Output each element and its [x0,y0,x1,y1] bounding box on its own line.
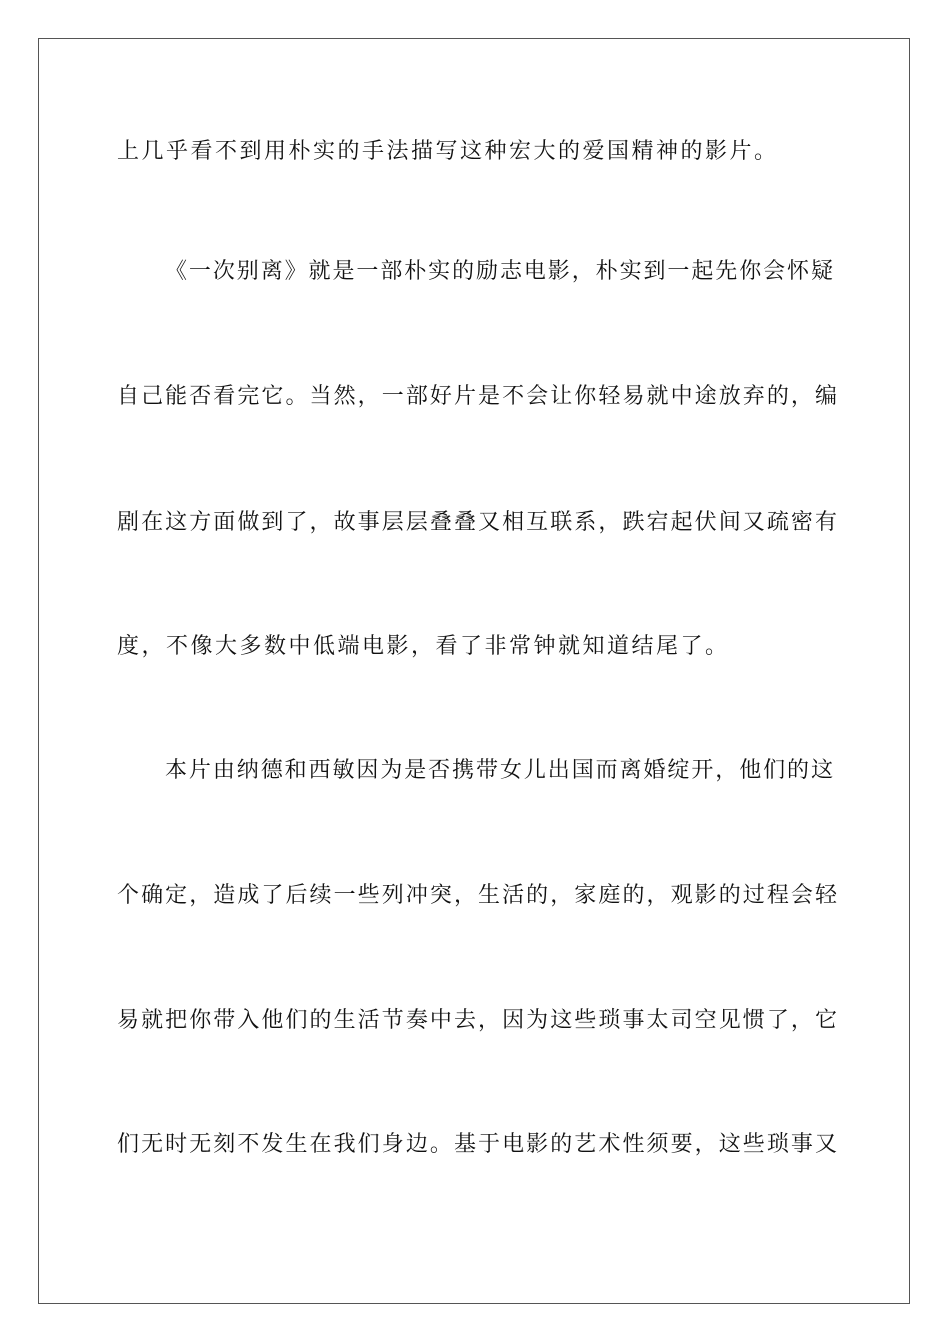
page-border [38,38,910,1304]
text-line-9: 们无时无刻不发生在我们身边。基于电影的艺术性须要，这些琐事又 [117,1132,837,1157]
text-line-1: 上几乎看不到用朴实的手法描写这种宏大的爱国精神的影片。 [117,139,779,164]
text-line-5: 度，不像大多数中低端电影，看了非常钟就知道结尾了。 [117,634,730,659]
text-line-7: 个确定，造成了后续一些列冲突，生活的，家庭的，观影的过程会轻 [117,883,837,908]
text-line-2: 《一次别离》就是一部朴实的励志电影，朴实到一起先你会怀疑 [165,259,833,284]
text-line-3: 自己能否看完它。当然，一部好片是不会让你轻易就中途放弃的，编 [117,384,837,409]
text-line-8: 易就把你带入他们的生活节奏中去，因为这些琐事太司空见惯了，它 [117,1008,837,1033]
text-line-4: 剧在这方面做到了，故事层层叠叠又相互联系，跌宕起伏间又疏密有 [117,510,837,535]
text-line-6: 本片由纳德和西敏因为是否携带女儿出国而离婚绽开，他们的这 [165,758,833,783]
